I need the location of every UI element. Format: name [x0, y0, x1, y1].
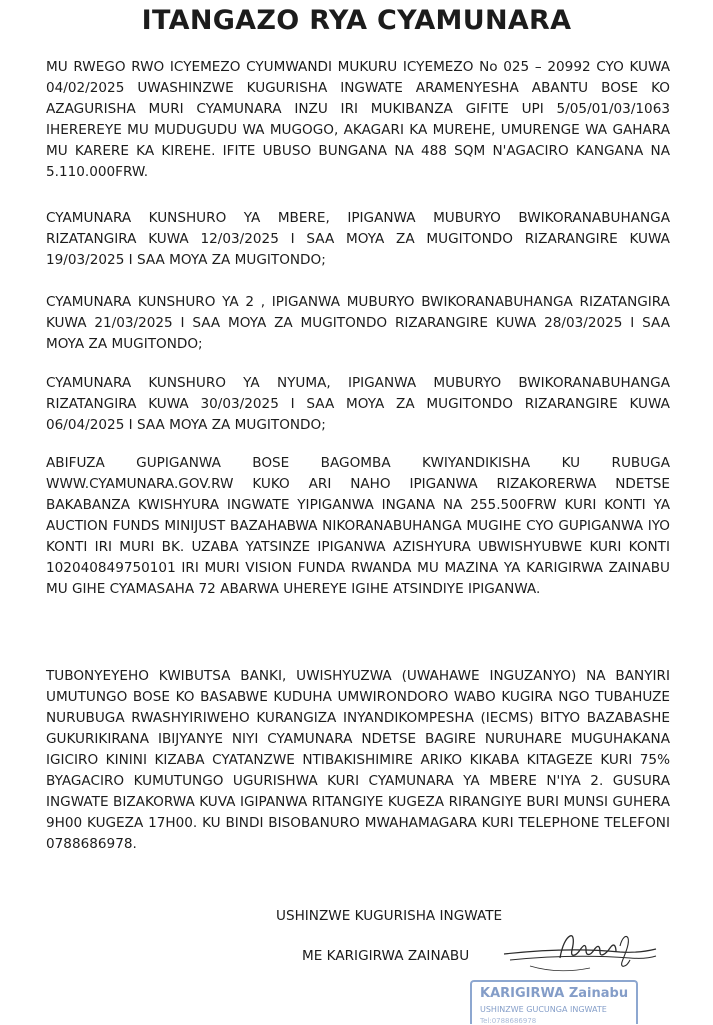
- signatory-role: USHINZWE KUGURISHA INGWATE: [276, 908, 503, 924]
- stamp-role: USHINZWE GUCUNGA INGWATE: [480, 1005, 607, 1014]
- document-title: ITANGAZO RYA CYAMUNARA: [141, 5, 572, 36]
- handwritten-signature: [500, 928, 660, 988]
- paragraph-reminder-contact: TUBONYEYEHO KWIBUTSA BANKI, UWISHYUZWA (UWAHAWE INGUZANYO) NA BANYIRI UMUTUNGO BOSE KO BASABWE KUDUHA UMWIRONDORO WABO KUGIRA NGO TUBAHUZE NURUBUGA RWASHYIRIWEHO KURANGIZA INYANDIKOMPESHA (IECMS) BITYO BAZABASHE GUKURIKIRANA IBIJYANYE NIYI CYAMUNARA NDETSE BAGIRE NURUHARE MUGUHAKANA IGICIRO KININI KIZABA CYATANZWE NTIBAKISHIMIRE ARIKO KIKABA KITAGEZE KURI 75% BYAGACIRO KUMUTUNGO UGURISHWA KURI CYAMUNARA YA MBERE N'IYA 2. GUSURA INGWATE BIZAKORWA KUVA IGIPANWA RITANGIYE KUGEZA RIRANGIYE BURI MUNSI GUHERA 9H00 KUGEZA 17H00. KU BINDI BISOBANURO MWAHAMAGARA KURI TELEPHONE TELEFONI 0788686978.: [46, 668, 670, 852]
- paragraph-auction-notice: MU RWEGO RWO ICYEMEZO CYUMWANDI MUKURU ICYEMEZO No 025 – 20992 CYO KUWA 04/02/2025 UWASHINZWE KUGURISHA INGWATE ARAMENYESHA ABANTU BOSE KO AZAGURISHA MURI CYAMUNARA INZU IRI MUKIBANZA GIFITE UPI 5/05/01/03/1063 IHEREREYE MU MUDUGUDU WA MUGOGO, AKAGARI KA MUREHE, UMURENGE WA GAHARA MU KARERE KA KIREHE. IFITE UBUSO BUNGANA NA 488 SQM N'AGACIRO KANGANA NA 5.110.000FRW.: [46, 59, 670, 180]
- signatory-name: ME KARIGIRWA ZAINABU: [302, 948, 470, 964]
- stamp-name: KARIGIRWA Zainabu: [480, 986, 629, 1001]
- paragraph-registration-payment: ABIFUZA GUPIGANWA BOSE BAGOMBA KWIYANDIKISHA KU RUBUGA WWW.CYAMUNARA.GOV.RW KUKO ARI NAHO IPIGANWA RIZAKORERWA NDETSE BAKABANZA KWISHYURA INGWATE YIPIGANWA INGANA NA 255.500FRW KURI KONTI YA AUCTION FUNDS MINIJUST BAZAHABWA NIKORANABUHANGA MUGIHE CYO GUPIGANWA IYO KONTI IRI MURI BK. UZABA YATSINZE IPIGANWA AZISHYURA UBWISHYUBWE KURI KONTI 102040849750101 IRI MURI VISION FUNDA RWANDA MU MAZINA YA KARIGIRWA ZAINABU MU GIHE CYAMASAHA 72 ABARWA UHEREYE IGIHE ATSINDIYE IPIGANWA.: [46, 455, 670, 597]
- paragraph-second-round: CYAMUNARA KUNSHURO YA 2 , IPIGANWA MUBURYO BWIKORANABUHANGA RIZATANGIRA KUWA 21/03/2025 I SAA MOYA ZA MUGITONDO RIZARANGIRE KUWA 28/03/2025 I SAA MOYA ZA MUGITONDO;: [46, 294, 670, 352]
- stamp-extra: Tel:0788686978: [480, 1017, 537, 1025]
- official-stamp: [470, 980, 638, 1024]
- paragraph-final-round: CYAMUNARA KUNSHURO YA NYUMA, IPIGANWA MUBURYO BWIKORANABUHANGA RIZATANGIRA KUWA 30/03/2025 I SAA MOYA ZA MUGITONDO RIZARANGIRE KUWA 06/04/2025 I SAA MOYA ZA MUGITONDO;: [46, 375, 670, 433]
- paragraph-first-round: CYAMUNARA KUNSHURO YA MBERE, IPIGANWA MUBURYO BWIKORANABUHANGA RIZATANGIRA KUWA 12/03/2025 I SAA MOYA ZA MUGITONDO RIZARANGIRE KUWA 19/03/2025 I SAA MOYA ZA MUGITONDO;: [46, 210, 670, 268]
